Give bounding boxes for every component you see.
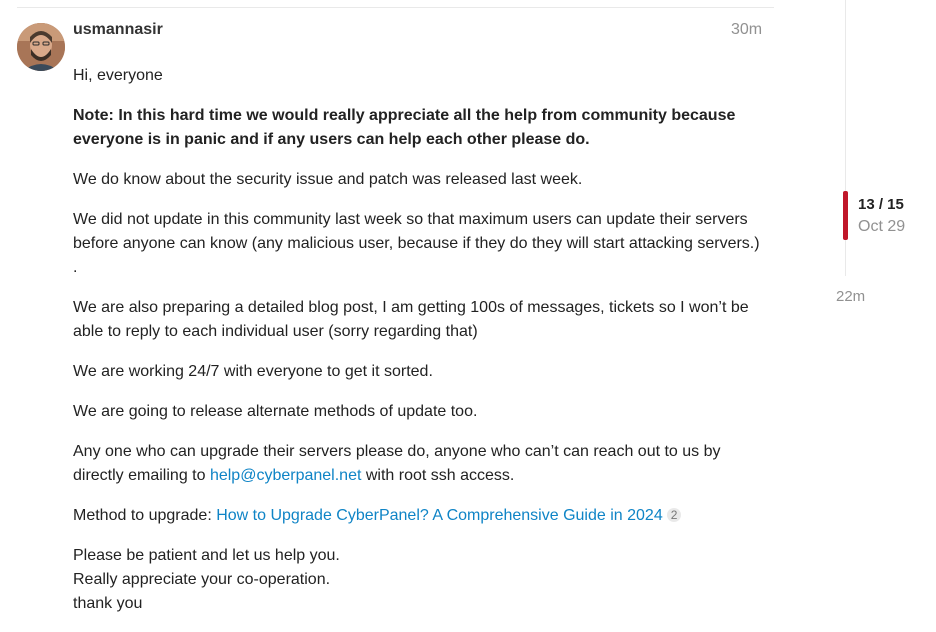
post-top-divider (17, 7, 774, 8)
method-label: Method to upgrade: (73, 507, 217, 524)
post-paragraph-upgrade-after: with root ssh access. (361, 467, 515, 484)
post-closing (73, 544, 773, 616)
closing-line-1: Please be patient and let us help you. (73, 547, 340, 564)
upgrade-guide-link[interactable]: How to Upgrade CyberPanel? A Comprehensive Guide in 2024 (216, 507, 663, 524)
post-paragraph-upgrade-before: Any one who can upgrade their servers please do, anyone who can’t can reach out to us by directly emailing to (73, 443, 721, 484)
post-greeting: Hi, everyone (73, 67, 163, 84)
post-timestamp[interactable]: 30m (731, 21, 763, 38)
link-click-count-badge: 2 (667, 508, 682, 522)
post-paragraph-method (73, 504, 773, 528)
post-paragraph-blog: We are also preparing a detailed blog post, I am getting 100s of messages, tickets so I won’t be able to reply to each individual user (sorry regarding that) (73, 299, 749, 340)
user-avatar[interactable] (17, 23, 65, 71)
timeline-scroll-handle[interactable] (843, 191, 848, 240)
post-note: Note: In this hard time we would really appreciate all the help from community because everyone is in panic and if any users can help each other please do. (73, 107, 736, 148)
post-paragraph-release: We are going to release alternate methods of update too. (73, 403, 478, 420)
email-link[interactable]: help@cyberpanel.net (209, 467, 362, 484)
timeline-post-position: 13 / 15 (858, 196, 904, 213)
timeline-end-time[interactable]: 22m (836, 288, 866, 305)
post-paragraph-upgrade (73, 440, 773, 488)
user-avatar-photo-icon (17, 23, 65, 71)
timeline-post-date: Oct 29 (858, 218, 906, 235)
post-paragraph-update-dot: . (73, 259, 78, 276)
closing-line-2: Really appreciate your co-operation. (73, 571, 331, 588)
post-paragraph-working: We are working 24/7 with everyone to get it sorted. (73, 363, 433, 380)
post-paragraph-security: We do know about the security issue and patch was released last week. (73, 171, 583, 188)
closing-line-3: thank you (73, 595, 143, 612)
post-body (73, 64, 773, 632)
post-username[interactable]: usmannasir (73, 21, 163, 38)
post-paragraph-update (73, 208, 773, 280)
post-paragraph-update-text: We did not update in this community last week so that maximum users can update their servers before anyone can know (any malicious user, because if they do they will start attacking servers.) (73, 211, 760, 252)
